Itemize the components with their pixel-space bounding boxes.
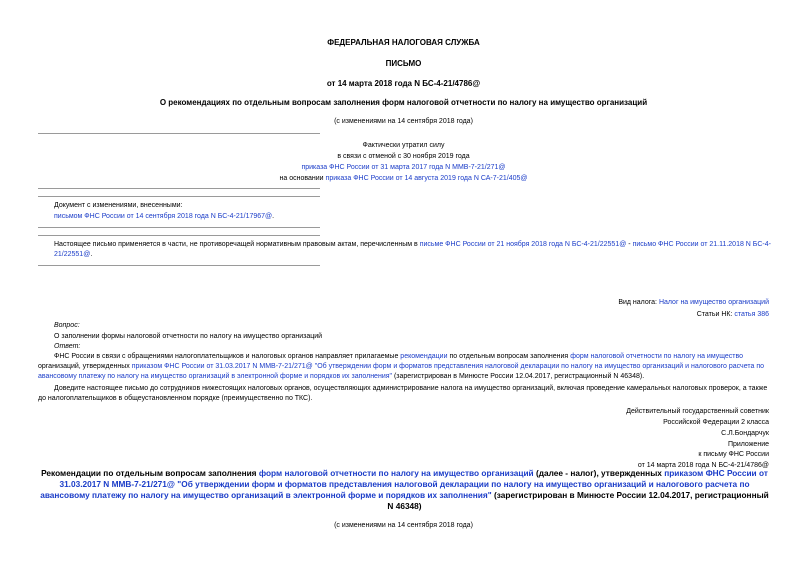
applicability-note: Настоящее письмо применяется в части, не противоречащей нормативным правовым актам, перечисленным в письме ФНС России от 21 ноября 2018 года N БС-4-21/22551@ - письмо ФНС России от 21.11.2018 N БС-4-21/22551@. [54,241,771,258]
divider [38,188,320,189]
appendix-date-number: от 14 марта 2018 года N БС-4-21/4786@ [637,462,769,469]
status-line-1: Фактически утратил силу [362,142,445,149]
appendix-forms-link[interactable]: форм налоговой отчетности по налогу на имущество организаций [258,468,534,478]
status-line-3 [0,163,807,173]
revision-note: (с изменениями на 14 сентября 2018 года) [334,118,473,125]
appendix-title: Рекомендации по отдельным вопросам заполнения форм налоговой отчетности по налогу на имущество организаций (далее - налог), утвержденных приказом ФНС России от 31.03.2017 N ММВ-7-21/271@ "Об утверждении форм и форматов представления налоговой декларации по налогу на имущество организаций и налогового расчета по авансовому платежу по налогу на имущество организаций в электронной форме и порядков их заполнения" (зарегистрирован в Минюсте России 12.04.2017, регистрационный N 46348) [40,468,769,511]
signature-name: С.Л.Бондарчук [721,430,769,437]
letter-link-21-11-2018[interactable]: письмо ФНС России от 21.11.2018 N БС-4-21/22551@ [54,241,771,258]
status-line-2: в связи с отменой с 30 ноября 2019 года [337,153,470,160]
order-link-2019[interactable]: приказа ФНС России от 14 августа 2019 года N СА-7-21/405@ [325,175,528,182]
signature-title-2: Российской Федерации 2 класса [663,419,769,426]
question-label: Вопрос: [54,322,80,329]
appendix-order-link[interactable]: приказом ФНС России от 31.03.2017 N ММВ-7-21/271@ "Об утверждении форм и форматов представления налоговой декларации по налогу на имущество организаций и налогового расчета по авансовому платежу по налогу на имущество организаций в электронной форме и порядков их заполнения" [40,468,768,500]
tax-type-line: Вид налога: Налог на имущество организаций [618,299,769,306]
question-text: О заполнении формы налоговой отчетности по налогу на имущество организаций [54,333,323,340]
divider [38,265,320,266]
agency-name: ФЕДЕРАЛЬНАЯ НАЛОГОВАЯ СЛУЖБА [327,38,480,47]
status-line-4 [0,174,807,184]
doc-type: ПИСЬМО [385,59,422,68]
letter-link-2018-11-21[interactable]: письме ФНС России от 21 ноября 2018 года N БС-4-21/22551@ [419,241,627,248]
divider [38,235,320,236]
order-mmv-link[interactable]: приказом ФНС России от 31.03.2017 N ММВ-7-21/271@ "Об утверждении форм и форматов представления налоговой декларации по налогу на имущество организаций и налогового расчета по авансовому платежу по налогу на имущество организаций в электронной форме и порядков их заполнения" [38,363,765,380]
status-prefix: на основании [279,175,324,182]
appendix-label: Приложение [727,441,769,448]
answer-paragraph-1: ФНС России в связи с обращениями налогоплательщиков и налоговых органов направляет прилагаемые рекомендации по отдельным вопросам заполнения форм налоговой отчетности по налогу на имущество организаций, утвержденных приказом ФНС России от 31.03.2017 N ММВ-7-21/271@ "Об утверждении форм и форматов представления налоговой декларации по налогу на имущество организаций и налогового расчета по авансовому платежу по налогу на имущество организаций в электронной форме и порядков их заполнения" (зарегистрирован в Минюсте России 12.04.2017, регистрационный N 46348). [38,353,765,380]
changes-letter-link[interactable]: письмом ФНС России от 14 сентября 2018 года N БС-4-21/17967@ [54,213,273,220]
divider [38,133,320,134]
divider [38,196,320,197]
appendix-revision-note: (с изменениями на 14 сентября 2018 года) [334,522,473,529]
doc-date-number: от 14 марта 2018 года N БС-4-21/4786@ [326,79,481,88]
tax-forms-link[interactable]: форм налоговой отчетности по налогу на имущество [570,353,744,360]
changes-line: письмом ФНС России от 14 сентября 2018 года N БС-4-21/17967@. [54,213,275,220]
page-title: О рекомендациях по отдельным вопросам заполнения форм налоговой отчетности по налогу на имущество организаций [159,98,648,107]
signature-title-1: Действительный государственный советник [626,408,769,415]
tax-code-line: Статьи НК: статья 386 [696,311,769,318]
appendix-to-letter: к письму ФНС России [698,451,769,458]
answer-paragraph-2: Доведите настоящее письмо до сотрудников нижестоящих налоговых органов, осуществляющих администрирование налога на имущество организаций, включая проведение камеральных налоговых проверок, а также до налогоплательщиков в общеустановленном порядке (преимущественно по ТКС). [38,385,768,402]
tax-type-link[interactable]: Налог на имущество организаций [658,299,769,306]
changes-label: Документ с изменениями, внесенными: [54,202,183,209]
divider [38,227,320,228]
order-link-2017[interactable]: приказа ФНС России от 31 марта 2017 года N ММВ-7-21/271@ [301,164,506,171]
tax-code-article-link[interactable]: статья 386 [734,311,769,318]
recommendations-link[interactable]: рекомендации [400,353,448,360]
answer-label: Ответ: [54,343,81,350]
